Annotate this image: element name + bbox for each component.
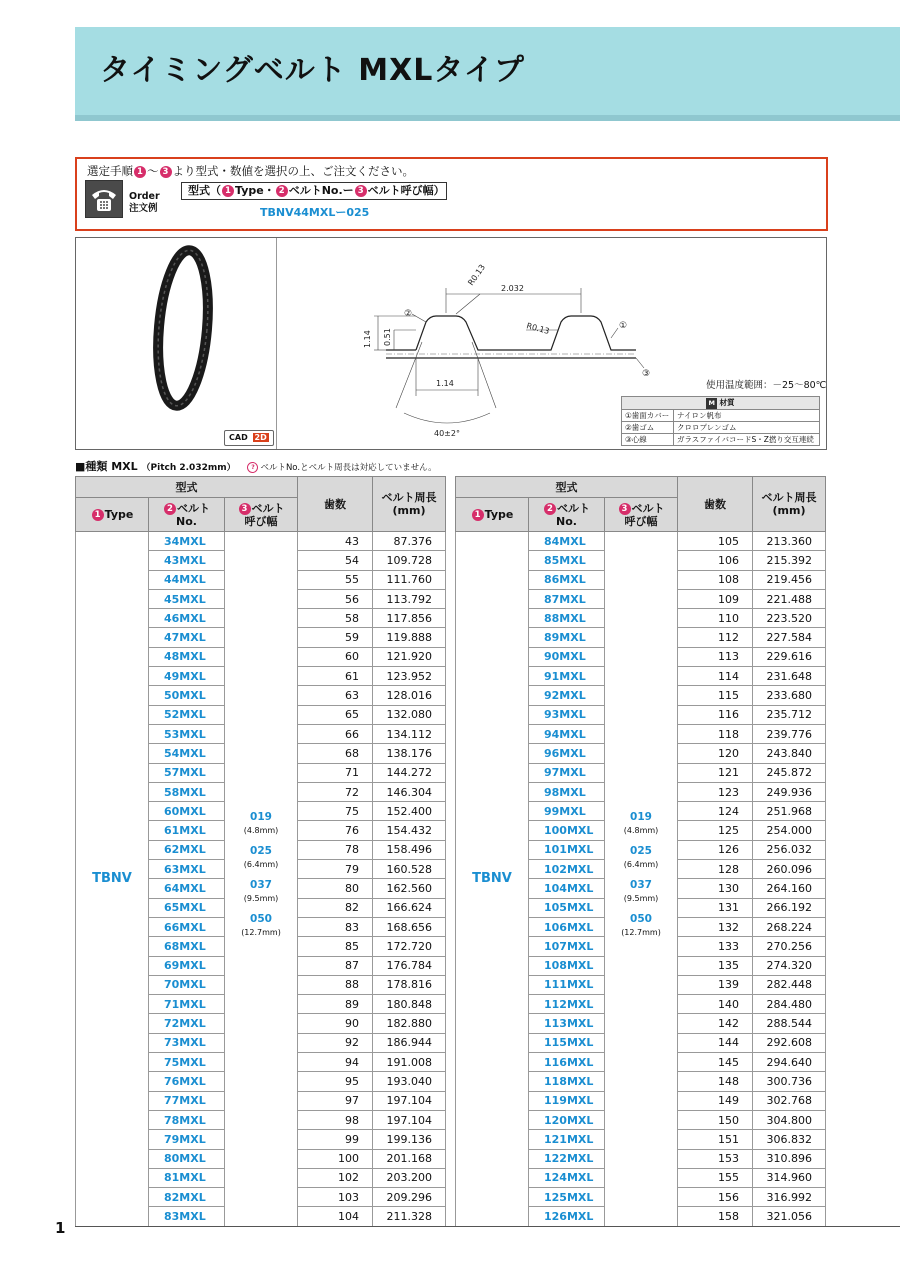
callout-3: ③	[642, 369, 651, 379]
step-1-badge: 1	[134, 166, 146, 178]
length-cell: 178.816	[373, 975, 446, 994]
length-cell: 121.920	[373, 647, 446, 666]
belt-no-cell: 62MXL	[149, 840, 225, 859]
width-code: 019	[250, 810, 272, 823]
width-mm: (12.7mm)	[621, 927, 661, 937]
belt-no-cell: 50MXL	[149, 686, 225, 705]
product-image-frame	[75, 237, 827, 450]
belt-no-cell: 97MXL	[529, 763, 605, 782]
width-code: 019	[630, 810, 652, 823]
width-code: 037	[250, 878, 272, 891]
teeth-cell: 131	[678, 898, 753, 917]
radius-label-bottom: R0.13	[525, 321, 551, 336]
length-cell: 215.392	[753, 551, 826, 570]
length-cell: 182.880	[373, 1014, 446, 1033]
teeth-cell: 94	[298, 1053, 373, 1072]
teeth-cell: 78	[298, 840, 373, 859]
teeth-cell: 118	[678, 724, 753, 743]
length-cell: 213.360	[753, 532, 826, 551]
length-cell: 245.872	[753, 763, 826, 782]
teeth-cell: 97	[298, 1091, 373, 1110]
teeth-cell: 105	[678, 532, 753, 551]
belt-no-cell: 46MXL	[149, 609, 225, 628]
page-title: タイミングベルト MXLタイプ	[100, 53, 525, 88]
teeth-cell: 121	[678, 763, 753, 782]
length-cell: 306.832	[753, 1130, 826, 1149]
length-cell: 251.968	[753, 802, 826, 821]
teeth-cell: 68	[298, 744, 373, 763]
belt-no-cell: 48MXL	[149, 647, 225, 666]
belt-no-cell: 100MXL	[529, 821, 605, 840]
length-cell: 197.104	[373, 1110, 446, 1129]
teeth-cell: 43	[298, 532, 373, 551]
teeth-cell: 115	[678, 686, 753, 705]
teeth-cell: 82	[298, 898, 373, 917]
teeth-cell: 88	[298, 975, 373, 994]
length-cell: 162.560	[373, 879, 446, 898]
teeth-cell: 120	[678, 744, 753, 763]
length-cell: 132.080	[373, 705, 446, 724]
length-cell: 201.168	[373, 1149, 446, 1168]
step-3-badge: 3	[160, 166, 172, 178]
teeth-cell: 90	[298, 1014, 373, 1033]
order-example: TBNV44MXLー025	[260, 206, 370, 219]
length-cell: 146.304	[373, 782, 446, 801]
teeth-cell: 106	[678, 551, 753, 570]
length-cell: 203.200	[373, 1168, 446, 1187]
table-row	[76, 532, 446, 551]
length-cell: 191.008	[373, 1053, 446, 1072]
length-cell: 186.944	[373, 1033, 446, 1052]
teeth-cell: 80	[298, 879, 373, 898]
header-belt-no: 2 ベルト No.	[149, 498, 225, 532]
order-label: Order 注文例	[129, 191, 160, 214]
teeth-cell: 155	[678, 1168, 753, 1187]
length-cell: 264.160	[753, 879, 826, 898]
teeth-cell: 144	[678, 1033, 753, 1052]
belt-no-cell: 87MXL	[529, 589, 605, 608]
table-row	[456, 532, 826, 551]
length-cell: 310.896	[753, 1149, 826, 1168]
width-mm: (6.4mm)	[243, 859, 279, 869]
belt-loop-image	[76, 238, 276, 449]
belt-no-cell: 94MXL	[529, 724, 605, 743]
model-format-box: 型式（ 1 Type・ 2 ベルトNo.ー 3 ベルト呼び幅）	[181, 182, 447, 200]
teeth-cell: 128	[678, 860, 753, 879]
belt-no-cell: 105MXL	[529, 898, 605, 917]
belt-no-cell: 44MXL	[149, 570, 225, 589]
belt-no-cell: 45MXL	[149, 589, 225, 608]
type-cell: TBNV	[456, 532, 529, 1227]
spec-table-left	[75, 476, 446, 1227]
belt-photo	[76, 238, 277, 449]
belt-no-cell: 71MXL	[149, 995, 225, 1014]
length-cell: 111.760	[373, 570, 446, 589]
teeth-cell: 92	[298, 1033, 373, 1052]
length-cell: 288.544	[753, 1014, 826, 1033]
length-cell: 176.784	[373, 956, 446, 975]
header-type: 1 Type	[76, 498, 149, 532]
header-teeth: 歯数	[678, 477, 753, 532]
teeth-cell: 124	[678, 802, 753, 821]
belt-no-cell: 115MXL	[529, 1033, 605, 1052]
teeth-cell: 98	[298, 1110, 373, 1129]
teeth-cell: 156	[678, 1188, 753, 1207]
belt-no-cell: 120MXL	[529, 1110, 605, 1129]
belt-no-cell: 104MXL	[529, 879, 605, 898]
belt-no-cell: 73MXL	[149, 1033, 225, 1052]
belt-no-cell: 107MXL	[529, 937, 605, 956]
teeth-cell: 150	[678, 1110, 753, 1129]
belt-no-cell: 77MXL	[149, 1091, 225, 1110]
belt-no-cell: 119MXL	[529, 1091, 605, 1110]
radius-label-top: R0.13	[466, 262, 488, 288]
belt-no-cell: 125MXL	[529, 1188, 605, 1207]
width-code: 025	[630, 844, 652, 857]
length-cell: 172.720	[373, 937, 446, 956]
length-cell: 302.768	[753, 1091, 826, 1110]
length-cell: 158.496	[373, 840, 446, 859]
belt-no-cell: 78MXL	[149, 1110, 225, 1129]
teeth-cell: 132	[678, 917, 753, 936]
teeth-cell: 100	[298, 1149, 373, 1168]
length-cell: 249.936	[753, 782, 826, 801]
teeth-cell: 72	[298, 782, 373, 801]
teeth-cell: 103	[298, 1188, 373, 1207]
width-options-cell	[225, 532, 298, 1227]
length-cell: 134.112	[373, 724, 446, 743]
page-rule	[75, 1226, 900, 1227]
length-cell: 256.032	[753, 840, 826, 859]
teeth-cell: 109	[678, 589, 753, 608]
belt-no-cell: 81MXL	[149, 1168, 225, 1187]
width-code: 025	[250, 844, 272, 857]
tooth-profile-diagram	[356, 258, 656, 448]
header-type: 1 Type	[456, 498, 529, 532]
material-row: ②歯ゴム クロロプレンゴム	[622, 422, 820, 434]
length-cell: 168.656	[373, 917, 446, 936]
length-cell: 209.296	[373, 1188, 446, 1207]
belt-no-cell: 108MXL	[529, 956, 605, 975]
length-cell: 266.192	[753, 898, 826, 917]
teeth-cell: 135	[678, 956, 753, 975]
teeth-cell: 102	[298, 1168, 373, 1187]
length-cell: 304.800	[753, 1110, 826, 1129]
belt-no-cell: 53MXL	[149, 724, 225, 743]
length-cell: 160.528	[373, 860, 446, 879]
order-instructions-box	[75, 157, 828, 231]
width-mm: (12.7mm)	[241, 927, 281, 937]
length-cell: 199.136	[373, 1130, 446, 1149]
teeth-cell: 139	[678, 975, 753, 994]
length-cell: 270.256	[753, 937, 826, 956]
belt-no-cell: 65MXL	[149, 898, 225, 917]
length-cell: 87.376	[373, 532, 446, 551]
length-cell: 294.640	[753, 1053, 826, 1072]
belt-no-cell: 66MXL	[149, 917, 225, 936]
belt-no-cell: 70MXL	[149, 975, 225, 994]
belt-no-cell: 85MXL	[529, 551, 605, 570]
length-cell: 316.992	[753, 1188, 826, 1207]
teeth-cell: 58	[298, 609, 373, 628]
teeth-cell: 151	[678, 1130, 753, 1149]
teeth-cell: 75	[298, 802, 373, 821]
belt-no-cell: 101MXL	[529, 840, 605, 859]
belt-no-cell: 106MXL	[529, 917, 605, 936]
order-instruction-text: 選定手順 1 ～ 3 より型式・数値を選択の上、ご注文ください。	[87, 164, 414, 178]
length-cell: 292.608	[753, 1033, 826, 1052]
length-cell: 321.056	[753, 1207, 826, 1226]
belt-no-cell: 89MXL	[529, 628, 605, 647]
belt-no-cell: 60MXL	[149, 802, 225, 821]
length-cell: 117.856	[373, 609, 446, 628]
belt-no-cell: 112MXL	[529, 995, 605, 1014]
teeth-cell: 142	[678, 1014, 753, 1033]
length-cell: 233.680	[753, 686, 826, 705]
teeth-cell: 133	[678, 937, 753, 956]
length-cell: 229.616	[753, 647, 826, 666]
teeth-cell: 140	[678, 995, 753, 1014]
length-cell: 211.328	[373, 1207, 446, 1226]
belt-no-cell: 96MXL	[529, 744, 605, 763]
temperature-range: 使用温度範囲：－25～80℃	[706, 380, 827, 391]
materials-table: M 材質 ①歯面カバー ナイロン帆布 ②歯ゴム クロロプレンゴム ③心線 ガラスファイバコードS・Z撚り交互連続	[621, 396, 820, 446]
width-options-cell	[605, 532, 678, 1227]
width-mm: (9.5mm)	[623, 893, 659, 903]
header-model: 型式	[76, 477, 298, 498]
length-cell: 243.840	[753, 744, 826, 763]
width-code: 037	[630, 878, 652, 891]
length-cell: 180.848	[373, 995, 446, 1014]
length-cell: 254.000	[753, 821, 826, 840]
belt-no-cell: 61MXL	[149, 821, 225, 840]
belt-no-cell: 76MXL	[149, 1072, 225, 1091]
material-row: ①歯面カバー ナイロン帆布	[622, 410, 820, 422]
teeth-cell: 126	[678, 840, 753, 859]
teeth-cell: 113	[678, 647, 753, 666]
belt-no-cell: 122MXL	[529, 1149, 605, 1168]
length-cell: 231.648	[753, 667, 826, 686]
teeth-cell: 130	[678, 879, 753, 898]
length-cell: 221.488	[753, 589, 826, 608]
belt-no-cell: 102MXL	[529, 860, 605, 879]
teeth-cell: 55	[298, 570, 373, 589]
header-length: ベルト周長 (mm)	[373, 477, 446, 532]
belt-no-cell: 75MXL	[149, 1053, 225, 1072]
length-cell: 154.432	[373, 821, 446, 840]
belt-no-cell: 83MXL	[149, 1207, 225, 1226]
length-cell: 274.320	[753, 956, 826, 975]
spec-table-right	[455, 476, 826, 1227]
belt-no-cell: 58MXL	[149, 782, 225, 801]
belt-no-cell: 93MXL	[529, 705, 605, 724]
belt-no-cell: 98MXL	[529, 782, 605, 801]
length-cell: 128.016	[373, 686, 446, 705]
length-cell: 123.952	[373, 667, 446, 686]
teeth-cell: 123	[678, 782, 753, 801]
header-length: ベルト周長 (mm)	[753, 477, 826, 532]
length-cell: 282.448	[753, 975, 826, 994]
teeth-cell: 114	[678, 667, 753, 686]
width-mm: (9.5mm)	[243, 893, 279, 903]
belt-no-cell: 118MXL	[529, 1072, 605, 1091]
teeth-cell: 89	[298, 995, 373, 1014]
belt-no-cell: 68MXL	[149, 937, 225, 956]
length-cell: 144.272	[373, 763, 446, 782]
teeth-cell: 83	[298, 917, 373, 936]
teeth-cell: 59	[298, 628, 373, 647]
type-cell: TBNV	[76, 532, 149, 1227]
belt-no-cell: 79MXL	[149, 1130, 225, 1149]
length-cell: 227.584	[753, 628, 826, 647]
belt-no-cell: 34MXL	[149, 532, 225, 551]
note-icon: ?	[247, 462, 258, 473]
length-cell: 300.736	[753, 1072, 826, 1091]
tooth-height-label: 1.14	[363, 330, 372, 348]
phone-icon	[85, 180, 123, 218]
pitch-label: 2.032	[501, 284, 524, 293]
material-icon: M	[708, 399, 715, 407]
length-cell: 119.888	[373, 628, 446, 647]
belt-no-cell: 90MXL	[529, 647, 605, 666]
teeth-cell: 149	[678, 1091, 753, 1110]
teeth-cell: 56	[298, 589, 373, 608]
width-mm: (6.4mm)	[623, 859, 659, 869]
length-cell: 193.040	[373, 1072, 446, 1091]
teeth-cell: 85	[298, 937, 373, 956]
angle-label: 40±2°	[434, 429, 460, 438]
cad-2d-badge[interactable]: CAD 2D	[224, 430, 274, 446]
length-cell: 268.224	[753, 917, 826, 936]
length-cell: 138.176	[373, 744, 446, 763]
belt-no-cell: 82MXL	[149, 1188, 225, 1207]
belt-no-cell: 92MXL	[529, 686, 605, 705]
tooth-width-label: 1.14	[436, 379, 454, 388]
teeth-cell: 66	[298, 724, 373, 743]
header-teeth: 歯数	[298, 477, 373, 532]
length-cell: 260.096	[753, 860, 826, 879]
belt-no-cell: 111MXL	[529, 975, 605, 994]
teeth-cell: 148	[678, 1072, 753, 1091]
belt-no-cell: 72MXL	[149, 1014, 225, 1033]
teeth-cell: 108	[678, 570, 753, 589]
length-cell: 284.480	[753, 995, 826, 1014]
teeth-cell: 61	[298, 667, 373, 686]
length-cell: 197.104	[373, 1091, 446, 1110]
page-number: 1	[55, 1219, 66, 1237]
belt-no-cell: 121MXL	[529, 1130, 605, 1149]
header-belt-no: 2 ベルト No.	[529, 498, 605, 532]
section-heading: ■種類 MXL （Pitch 2.032mm） ? ベルトNo.とベルト周長は対応していません。	[75, 460, 437, 473]
belt-no-cell: 91MXL	[529, 667, 605, 686]
width-mm: (4.8mm)	[243, 825, 279, 835]
header-width: 3 ベルト 呼び幅	[605, 498, 678, 532]
belt-no-cell: 57MXL	[149, 763, 225, 782]
width-code: 050	[630, 912, 652, 925]
teeth-cell: 79	[298, 860, 373, 879]
belt-no-cell: 99MXL	[529, 802, 605, 821]
belt-no-cell: 63MXL	[149, 860, 225, 879]
teeth-cell: 104	[298, 1207, 373, 1226]
teeth-cell: 60	[298, 647, 373, 666]
teeth-cell: 112	[678, 628, 753, 647]
teeth-cell: 99	[298, 1130, 373, 1149]
belt-no-cell: 47MXL	[149, 628, 225, 647]
length-cell: 166.624	[373, 898, 446, 917]
teeth-cell: 158	[678, 1207, 753, 1226]
length-cell: 314.960	[753, 1168, 826, 1187]
belt-no-cell: 54MXL	[149, 744, 225, 763]
belt-no-cell: 49MXL	[149, 667, 225, 686]
belt-no-cell: 43MXL	[149, 551, 225, 570]
length-cell: 152.400	[373, 802, 446, 821]
callout-1: ①	[619, 321, 628, 331]
teeth-cell: 110	[678, 609, 753, 628]
teeth-cell: 71	[298, 763, 373, 782]
teeth-cell: 145	[678, 1053, 753, 1072]
belt-no-cell: 124MXL	[529, 1168, 605, 1187]
material-row: ③心線 ガラスファイバコードS・Z撚り交互連続	[622, 434, 820, 446]
teeth-cell: 76	[298, 821, 373, 840]
belt-no-cell: 126MXL	[529, 1207, 605, 1226]
belt-no-cell: 116MXL	[529, 1053, 605, 1072]
length-cell: 219.456	[753, 570, 826, 589]
belt-no-cell: 80MXL	[149, 1149, 225, 1168]
teeth-cell: 95	[298, 1072, 373, 1091]
length-cell: 235.712	[753, 705, 826, 724]
length-cell: 239.776	[753, 724, 826, 743]
belt-no-cell: 113MXL	[529, 1014, 605, 1033]
belt-no-cell: 86MXL	[529, 570, 605, 589]
teeth-cell: 54	[298, 551, 373, 570]
width-code: 050	[250, 912, 272, 925]
teeth-cell: 125	[678, 821, 753, 840]
length-cell: 113.792	[373, 589, 446, 608]
belt-no-cell: 69MXL	[149, 956, 225, 975]
teeth-cell: 116	[678, 705, 753, 724]
teeth-cell: 153	[678, 1149, 753, 1168]
belt-no-cell: 64MXL	[149, 879, 225, 898]
teeth-cell: 63	[298, 686, 373, 705]
length-cell: 223.520	[753, 609, 826, 628]
width-mm: (4.8mm)	[623, 825, 659, 835]
belt-no-cell: 88MXL	[529, 609, 605, 628]
length-cell: 109.728	[373, 551, 446, 570]
belt-no-cell: 84MXL	[529, 532, 605, 551]
callout-2: ②	[404, 309, 413, 319]
header-model: 型式	[456, 477, 678, 498]
header-width: 3 ベルト 呼び幅	[225, 498, 298, 532]
teeth-cell: 65	[298, 705, 373, 724]
belt-no-cell: 52MXL	[149, 705, 225, 724]
teeth-cell: 87	[298, 956, 373, 975]
depth-label: 0.51	[383, 328, 392, 346]
